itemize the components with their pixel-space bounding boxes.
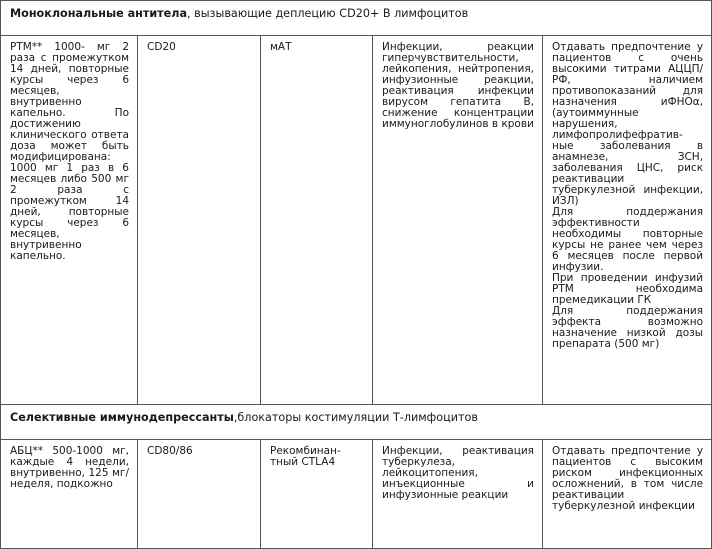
target-cell: CD80/86 <box>138 440 261 549</box>
drug-type-cell: Рекомбинан-тный CTLA4 <box>261 440 373 549</box>
target-cell: CD20 <box>138 36 261 405</box>
section-header-selective <box>1 405 712 440</box>
section-header-row <box>1 405 712 440</box>
section-header-monoclonal <box>1 1 712 36</box>
section-title-rest: ,блокаторы костимуляции Т-лимфоцитов <box>233 411 478 424</box>
notes-paragraph: При проведении инфузий РТМ необходима премедикации ГК <box>552 272 704 306</box>
notes-paragraph: Для поддержания эффекта возможно назначение низкой дозы препарата (500 мг) <box>552 305 704 350</box>
section-title-bold: Моноклональные антитела <box>10 7 188 20</box>
notes-paragraph: Для поддержания эффективности необходимы повторные курсы не ранее чем через 6 месяцев после первой инфузии. <box>552 206 704 273</box>
section-title-rest: , вызывающие деплецию CD20+ В лимфоцитов <box>187 7 469 20</box>
drug-type-cell: мАТ <box>261 36 373 405</box>
drug-dosage-cell: АБЦ** 500-1000 мг, каждые 4 недели, внутривенно, 125 мг/неделя, подкожно <box>1 440 138 549</box>
table-row <box>1 36 712 405</box>
notes-paragraph: Отдавать предпочтение у пациентов с очень высокими титрами АЦЦП/РФ, наличием противопоказаний для назначения иФНОα, (аутоиммунные нарушения, лимфопролифефратив-ные заболевания в анамнезе, ЗСН, заболевания ЦНС, риск реактивации туберкулезной инфекции, ИЗЛ) <box>552 41 704 207</box>
drug-dosage-cell: РТМ** 1000- мг 2 раза с промежутком 14 дней, повторные курсы через 6 месяцев, внутривенно капельно. По достижению клинического ответа доза может быть модифицирована: 1000 мг 1 раз в 6 месяцев либо 500 мг 2 раза с промежутком 14 дней, повторные курсы через 6 месяцев, внутривенно капельно. <box>1 36 138 405</box>
adverse-events-cell: Инфекции, реактивация туберкулеза, лейкоцитопения, инъекционные и инфузионные реакции <box>373 440 543 549</box>
notes-cell <box>543 36 712 405</box>
section-title-bold: Селективные иммунодепрессанты <box>10 411 234 424</box>
notes-cell: Отдавать предпочтение у пациентов с высоким риском инфекционных осложнений, в том числе реактивации туберкулезной инфекции <box>543 440 712 549</box>
adverse-events-cell: Инфекции, реакции гиперчувствительности, лейкопения, нейтропения, инфузионные реакции, реактивация инфекции вирусом гепатита В, снижение концентрации иммуноглобулинов в крови <box>373 36 543 405</box>
section-header-row <box>1 1 712 36</box>
table-row <box>1 440 712 549</box>
